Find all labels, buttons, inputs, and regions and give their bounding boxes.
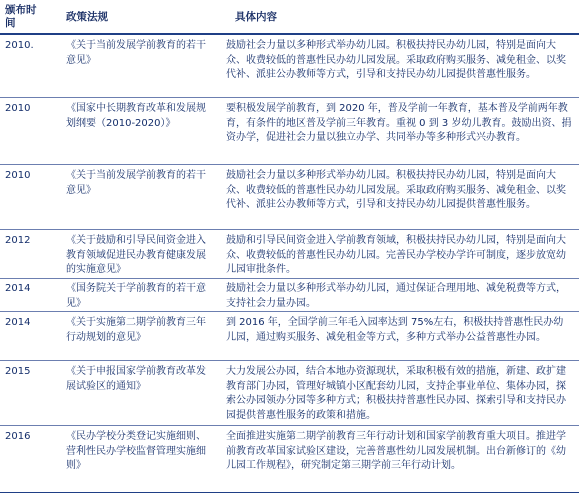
- table-row: [0, 279, 579, 312]
- table-row: [0, 361, 579, 426]
- row-date: 2010: [5, 170, 31, 181]
- row-content: 大力发展公办园，结合本地办资源现状，采取积极有效的措施，新建、政扩建教育部门办园，管理好城镇小区配套幼儿园，支持企事业单位、集体办园，探索公办园领办分园等多种方式；积极扶持普惠性民办园、探索引导和支持民办园提供普惠性服务的政策和措施。: [226, 366, 566, 421]
- header-policy: 政策法规: [66, 11, 108, 23]
- row-date: 2010: [5, 103, 31, 114]
- row-date: 2016: [5, 431, 31, 442]
- row-policy: 《关于申报国家学前教育改革发展试验区的通知》: [66, 366, 206, 392]
- row-date: 2015: [5, 366, 31, 377]
- table-row: [0, 426, 579, 493]
- row-content: 鼓励和引导民间资金进入学前教育领域，积极扶持民办幼儿园，特别是面向大众、收费较低的普惠性民办幼儿园。完善民办学校办学许可制度，逐步放宽幼儿园审批条件。: [226, 235, 566, 275]
- table-row: [0, 98, 579, 165]
- table-header: [0, 0, 579, 35]
- row-policy: 《关于当前发展学前教育的若干意见》: [66, 40, 206, 66]
- row-content: 鼓励社会力量以多种形式举办幼儿园，通过保证合理用地、减免税费等方式，支持社会力量办园。: [226, 283, 566, 309]
- table-row: [0, 165, 579, 230]
- row-policy: 《关于鼓励和引导民间资金进入教育领域促进民办教育健康发展的实施意见》: [66, 235, 206, 275]
- row-date: 2014: [5, 283, 31, 294]
- row-content: 鼓励社会力量以多种形式举办幼儿园。积极扶持民办幼儿园，特别是面向大众、收费较低的普惠性民办幼儿园发展。采取政府购买服务、减免租金、以奖代补、派驻公办教师等方式，引导和支持民办幼儿园提供普惠性服务。: [226, 170, 566, 210]
- table-row: [0, 312, 579, 361]
- row-content: 鼓励社会力量以多种形式举办幼儿园。积极扶持民办幼儿园，特别是面向大众、收费较低的普惠性民办幼儿园发展。采取政府购买服务、减免租金、以奖代补、派驻公办教师等方式，引导和支持民办幼儿园提供普惠性服务。: [226, 40, 566, 80]
- row-policy: 《国务院关于学前教育的若干意见》: [66, 283, 206, 309]
- row-content: 要积极发展学前教育，到 2020 年，普及学前一年教育，基本普及学前两年教育，有条件的地区普及学前三年教育。重视 0 到 3 岁幼儿教育。鼓励出资、捐资办学，促进社会力量以独立办学、共同举办等多种形式兴办教育。: [226, 103, 572, 143]
- row-policy: 《关于实施第二期学前教育三年行动规划的意见》: [66, 317, 206, 343]
- header-content: 具体内容: [235, 11, 277, 23]
- header-date: 颁布时间: [5, 4, 37, 29]
- row-policy: 《关于当前发展学前教育的若干意见》: [66, 170, 206, 196]
- table-row: [0, 35, 579, 98]
- table-row: [0, 230, 579, 279]
- row-policy: 《国家中长期教育改革和发展规划纲要（2010-2020）》: [66, 103, 206, 129]
- row-content: 到 2016 年，全国学前三年毛入园率达到 75%左右，积极扶持普惠性民办幼儿园，通过购买服务、减免租金等方式，多种方式举办公益普惠性办园。: [226, 317, 564, 343]
- row-date: 2010.: [5, 40, 34, 51]
- row-content: 全面推进实施第二期学前教育三年行动计划和国家学前教育重大项目。推进学前教育改革国家试验区建设，完善普惠性幼儿园发展机制。出台新修订的《幼儿园工作规程》，研究制定第三期学前三年行动计划。: [226, 431, 566, 471]
- row-policy: 《民办学校分类登记实施细则、营利性民办学校监督管理实施细则》: [66, 431, 206, 471]
- row-date: 2014: [5, 317, 31, 328]
- row-date: 2012: [5, 235, 31, 246]
